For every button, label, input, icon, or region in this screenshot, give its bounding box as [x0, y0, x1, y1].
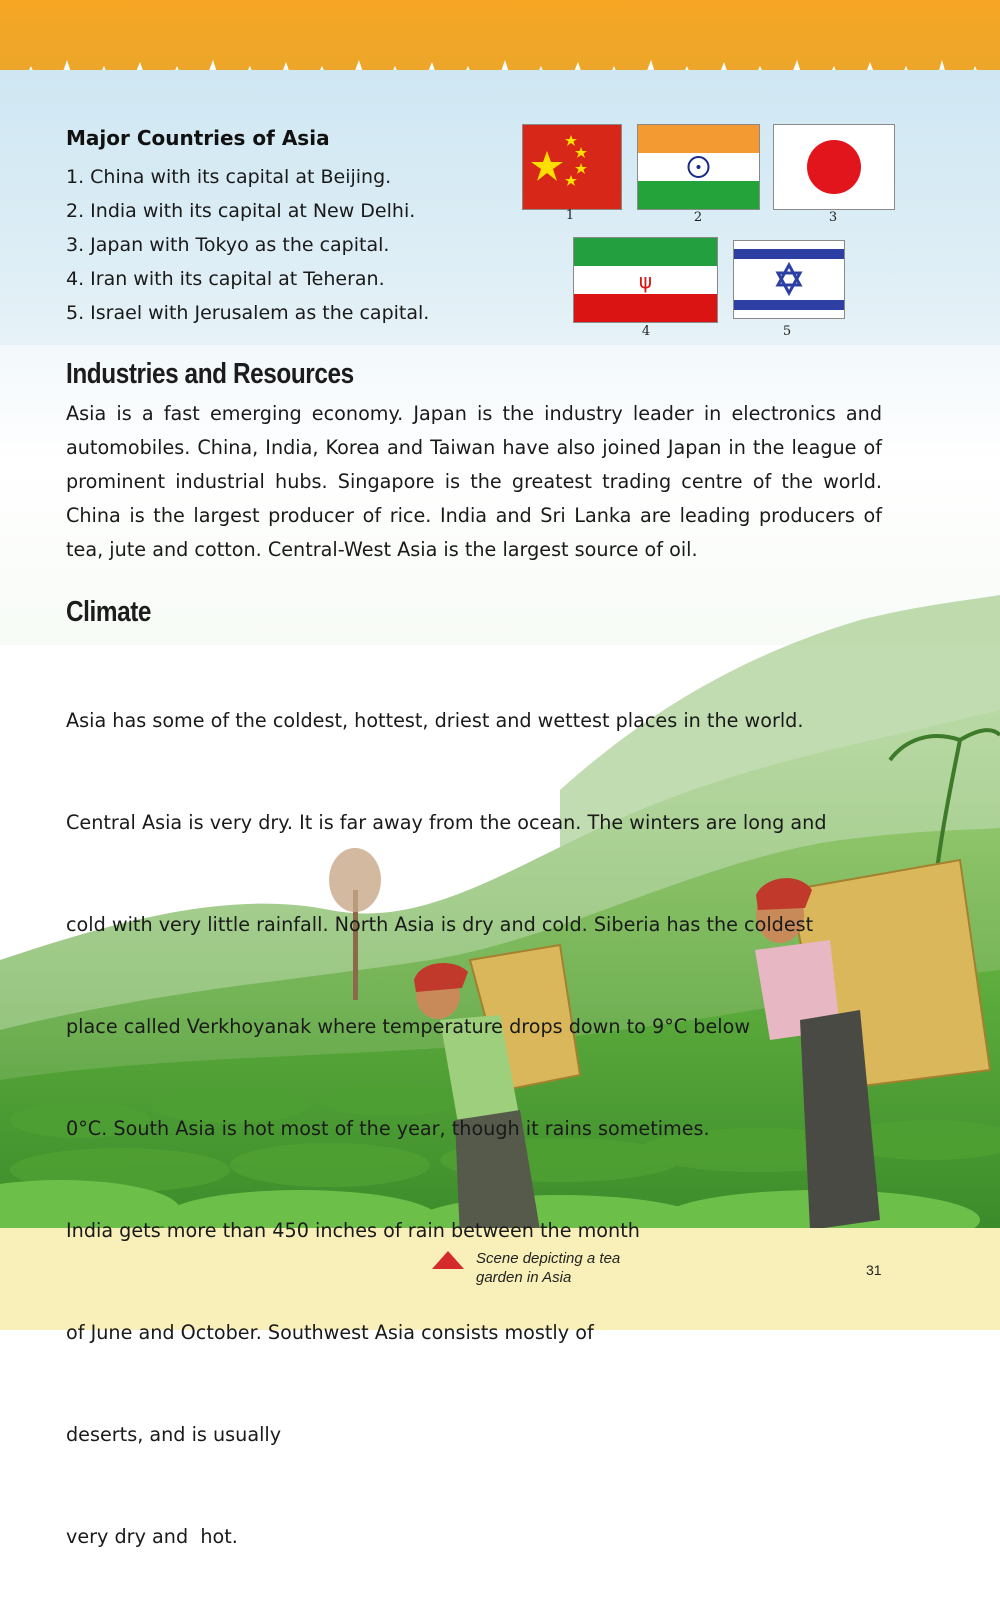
country-item: 5. Israel with Jerusalem as the capital. [66, 302, 430, 324]
country-item: 1. China with its capital at Beijing. [66, 166, 392, 188]
svg-text:ψ: ψ [638, 269, 653, 293]
caption-line: garden in Asia [476, 1269, 572, 1286]
industries-heading: Industries and Resources [66, 358, 354, 390]
climate-line: place called Verkhoyanak where temperature drops down to 9°C below [66, 1015, 751, 1038]
climate-line: India gets more than 450 inches of rain between the month [66, 1219, 640, 1242]
climate-line: of June and October. Southwest Asia consists mostly of [66, 1321, 594, 1344]
countries-title: Major Countries of Asia [66, 126, 330, 150]
climate-line: Asia has some of the coldest, hottest, driest and wettest places in the world. [66, 709, 804, 732]
caption-line: Scene depicting a tea [476, 1250, 621, 1267]
climate-line: 0°C. South Asia is hot most of the year, though it rains sometimes. [66, 1117, 710, 1140]
page-number: 31 [866, 1262, 882, 1278]
climate-heading: Climate [66, 596, 152, 628]
japan-flag [773, 124, 895, 210]
climate-line: very dry and hot. [66, 1525, 238, 1548]
country-list [66, 160, 429, 330]
climate-paragraph [66, 636, 896, 1622]
country-item: 4. Iran with its capital at Teheran. [66, 268, 385, 290]
china-flag [522, 124, 622, 210]
country-item: 2. India with its capital at New Delhi. [66, 200, 416, 222]
israel-flag [733, 240, 845, 319]
climate-line: cold with very little rainfall. North Asia is dry and cold. Siberia has the coldest [66, 913, 814, 936]
climate-line: Central Asia is very dry. It is far away from the ocean. The winters are long and [66, 811, 827, 834]
industries-paragraph: Asia is a fast emerging economy. Japan is the industry leader in electronics and automobiles. China, India, Korea and Taiwan have also joined Japan in the league of prominent industrial hubs. Singapore is the greatest trading centre of the world. China is the largest producer of rice. India and Sri Lanka are leading producers of tea, jute and cotton. Central-West Asia is the largest source of oil. [66, 402, 882, 561]
flag-number: 5 [782, 324, 792, 339]
flag-number: 3 [828, 210, 838, 225]
image-caption [476, 1249, 620, 1287]
flag-number: 2 [693, 210, 703, 225]
flag-number: 1 [565, 208, 575, 223]
caption-triangle-icon [432, 1251, 464, 1269]
climate-line: deserts, and is usually [66, 1423, 282, 1446]
country-item: 3. Japan with Tokyo as the capital. [66, 234, 390, 256]
flag-number: 4 [641, 324, 651, 339]
india-flag [637, 124, 760, 210]
iran-flag [573, 237, 718, 323]
